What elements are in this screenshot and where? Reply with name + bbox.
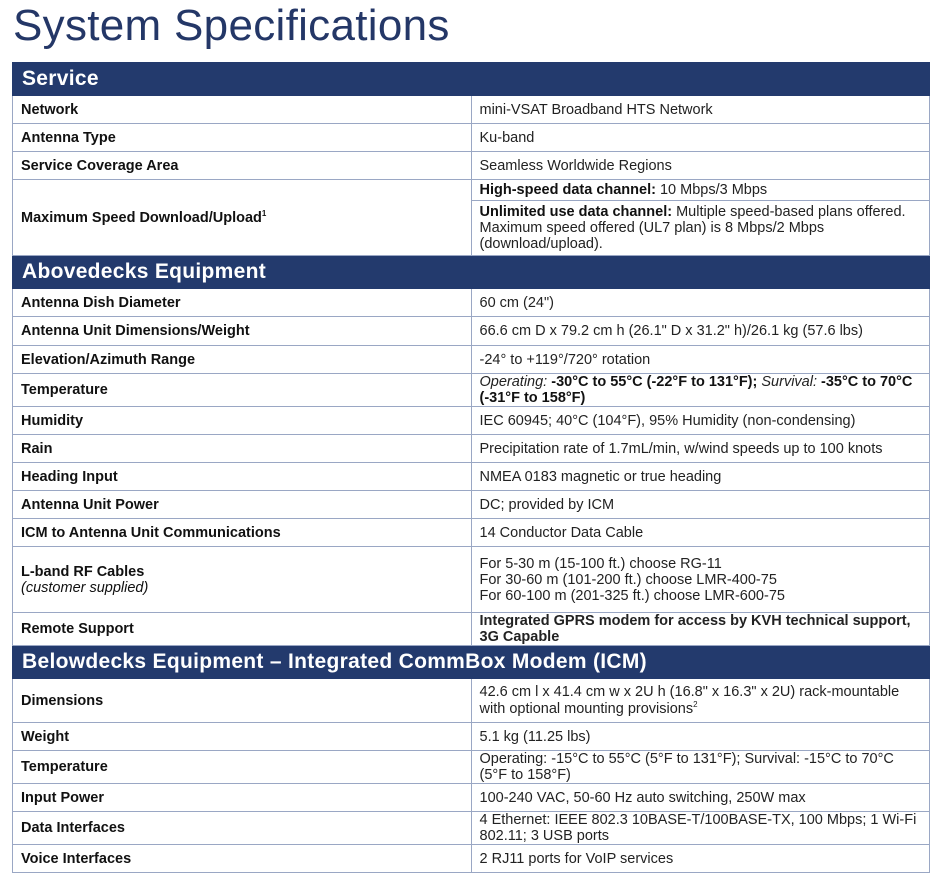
row-value [471,679,930,723]
row-label-text: Maximum Speed Download/Upload [21,209,262,226]
row-label: Antenna Type [13,124,472,152]
unlimited-channel [472,200,930,255]
table-row [13,180,930,256]
row-value: Integrated GPRS modem for access by KVH technical support, 3G Capable [471,613,930,646]
section-title: Belowdecks Equipment – Integrated CommBox Modem (ICM) [13,646,930,679]
row-value: mini-VSAT Broadband HTS Network [471,96,930,124]
table-row [13,407,930,435]
table-row [13,463,930,491]
cable-option: For 5-30 m (15-100 ft.) choose RG-11 [479,555,722,572]
table-row [13,751,930,784]
row-value: Precipitation rate of 1.7mL/min, w/wind speeds up to 100 knots [471,435,930,463]
row-value: 60 cm (24") [471,289,930,317]
unlimited-line2: Maximum speed offered (UL7 plan) is 8 Mbps/2 Mbps (download/upload). [479,220,825,252]
table-row [13,374,930,407]
operating-label: Operating: [479,374,548,390]
high-speed-label: High-speed data channel: [479,182,656,198]
row-sublabel: (customer supplied) [21,579,149,596]
high-speed-value: 10 Mbps/3 Mbps [655,182,768,198]
row-value: DC; provided by ICM [471,491,930,519]
row-value: 100-240 VAC, 50-60 Hz auto switching, 250W max [471,784,930,812]
table-row [13,547,930,613]
section-title: Service [13,63,930,96]
row-label: Remote Support [13,613,472,646]
dimensions-line1: 42.6 cm l x 41.4 cm w x 2U h (16.8" x 16.3" x 2U) rack-mountable [479,684,900,701]
unlimited-value: Multiple speed-based plans offered. [672,204,906,220]
row-label: Dimensions [13,679,472,723]
row-label: Antenna Dish Diameter [13,289,472,317]
row-value [471,374,930,407]
row-label: Heading Input [13,463,472,491]
survival-value: -35°C to 70°C (-31°F to 158°F) [479,374,913,406]
row-label [13,547,472,613]
high-speed-channel [480,180,922,200]
row-label: Input Power [13,784,472,812]
row-value [471,180,930,256]
row-label: Data Interfaces [13,812,472,845]
row-value [471,547,930,613]
table-row [13,613,930,646]
table-row [13,96,930,124]
row-value: Seamless Worldwide Regions [471,152,930,180]
table-row [13,845,930,873]
row-value: Ku-band [471,124,930,152]
section-header-service [13,63,930,96]
table-row [13,723,930,751]
row-label: Humidity [13,407,472,435]
table-row [13,346,930,374]
table-row [13,152,930,180]
row-label: Weight [13,723,472,751]
table-row [13,784,930,812]
row-value: 14 Conductor Data Cable [471,519,930,547]
cable-option: For 60-100 m (201-325 ft.) choose LMR-600-75 [479,587,785,604]
section-header-belowdecks [13,646,930,679]
row-label: Antenna Unit Dimensions/Weight [13,317,472,346]
page-title: System Specifications [13,1,450,50]
row-label: Network [13,96,472,124]
table-row [13,435,930,463]
footnote-marker: 1 [261,209,267,219]
row-value: NMEA 0183 magnetic or true heading [471,463,930,491]
row-value: 2 RJ11 ports for VoIP services [471,845,930,873]
row-label: Rain [13,435,472,463]
table-row [13,519,930,547]
row-value: 5.1 kg (11.25 lbs) [471,723,930,751]
row-label-text: L-band RF Cables [21,563,145,580]
row-value: -24° to +119°/720° rotation [471,346,930,374]
footnote-marker: 2 [693,700,698,710]
row-label: Voice Interfaces [13,845,472,873]
row-label: ICM to Antenna Unit Communications [13,519,472,547]
table-row [13,289,930,317]
row-value: Operating: -15°C to 55°C (5°F to 131°F); Survival: -15°C to 70°C (5°F to 158°F) [471,751,930,784]
operating-value: -30°C to 55°C (-22°F to 131°F); [547,374,762,390]
table-row [13,812,930,845]
row-value: 66.6 cm D x 79.2 cm h (26.1" D x 31.2" h)/26.1 kg (57.6 lbs) [471,317,930,346]
row-label: Elevation/Azimuth Range [13,346,472,374]
row-label: Antenna Unit Power [13,491,472,519]
row-label: Service Coverage Area [13,152,472,180]
unlimited-label: Unlimited use data channel: [479,204,673,220]
table-row [13,491,930,519]
row-label: Temperature [13,374,472,407]
section-header-abovedecks [13,256,930,289]
spec-table [12,62,930,873]
dimensions-line2: with optional mounting provisions [479,700,694,717]
row-label: Temperature [13,751,472,784]
survival-label: Survival: [761,374,817,390]
table-row [13,317,930,346]
row-label [13,180,472,256]
table-row [13,124,930,152]
table-row [13,679,930,723]
row-value: IEC 60945; 40°C (104°F), 95% Humidity (non-condensing) [471,407,930,435]
section-title: Abovedecks Equipment [13,256,930,289]
cable-option: For 30-60 m (101-200 ft.) choose LMR-400-75 [479,571,777,588]
row-value: 4 Ethernet: IEEE 802.3 10BASE-T/100BASE-TX, 100 Mbps; 1 Wi-Fi 802.11; 3 USB ports [471,812,930,845]
